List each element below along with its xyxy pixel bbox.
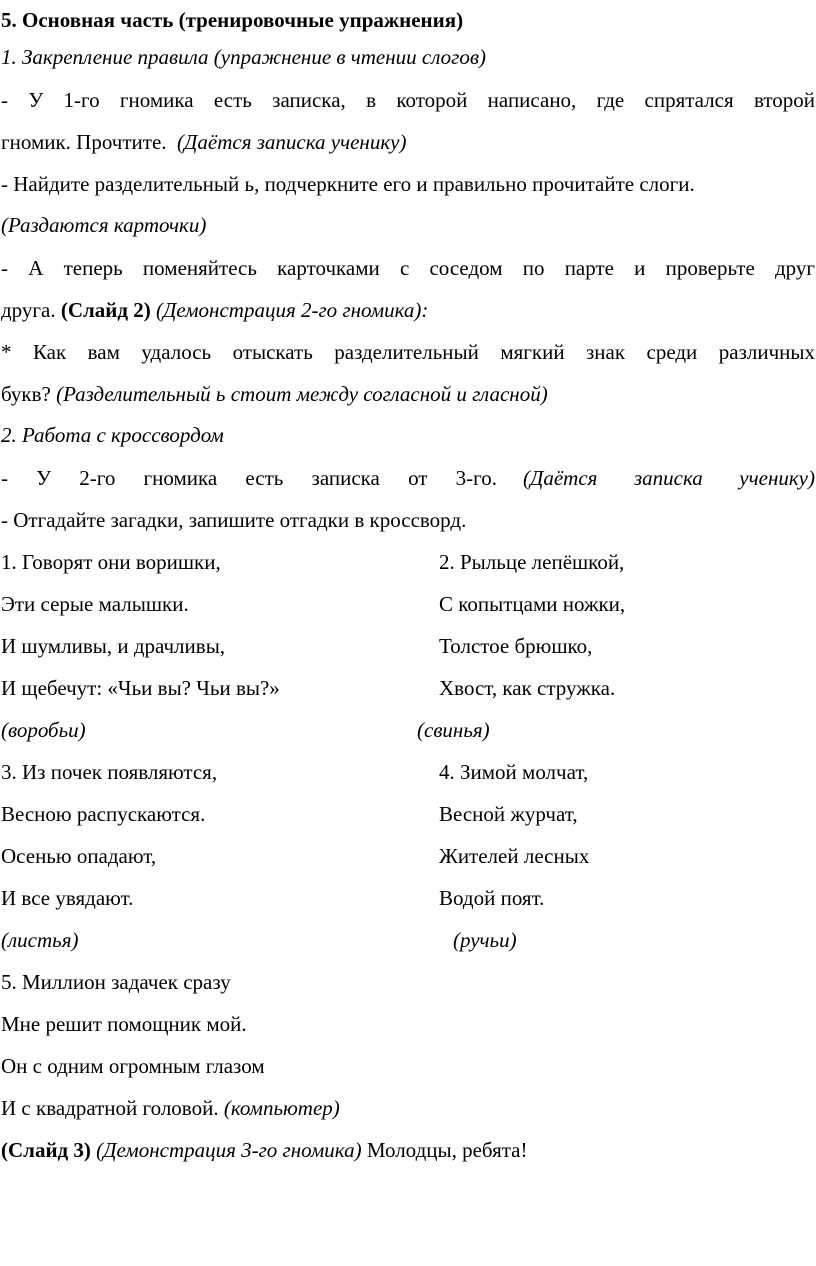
riddle2-line1: 2. Рыльце лепёшкой, <box>439 550 625 574</box>
stage-note: (Даётся записка ученику) <box>523 466 815 490</box>
stage-note-cards: (Раздаются карточки) <box>1 213 207 237</box>
riddle3-answer: (листья) <box>1 928 79 952</box>
paragraph-find-sign: - Найдите разделительный ь, подчеркните его и правильно прочитайте слоги. <box>1 172 695 196</box>
paragraph-swap-line1: - А теперь поменяйтесь карточками с соседом по парте и проверьте друг <box>1 256 815 280</box>
riddle4-line3: Жителей лесных <box>439 844 590 868</box>
riddle5-line3: Он с одним огромным глазом <box>1 1054 265 1078</box>
stage-note: (Даётся записка ученику) <box>177 130 407 154</box>
paragraph-text: букв? <box>1 382 51 406</box>
slide-label: (Слайд 3) <box>1 1138 91 1162</box>
paragraph-gnome1-line1: - У 1-го гномика есть записка, в которой написано, где спрятался второй <box>1 88 815 112</box>
paragraph-text: гномик. Прочтите. <box>1 130 167 154</box>
riddle1-line1: 1. Говорят они воришки, <box>1 550 221 574</box>
riddle1-line3: И шумливы, и драчливы, <box>1 634 226 658</box>
riddle3-line4: И все увядают. <box>1 886 134 910</box>
riddle1-line2: Эти серые малышки. <box>1 592 189 616</box>
paragraph-swap-line2 <box>1 290 428 332</box>
closing-text: Молодцы, ребята! <box>366 1138 528 1162</box>
section-title: 5. Основная часть (тренировочные упражнения) <box>1 8 464 32</box>
riddle3-line2: Весною распускаются. <box>1 802 206 826</box>
riddle4-answer: (ручьи) <box>453 928 517 952</box>
riddle5-line4 <box>1 1088 340 1130</box>
paragraph-gnome1-line2 <box>1 122 406 164</box>
stage-note: (Демонстрация 2-го гномика): <box>156 298 429 322</box>
subtitle-crossword: 2. Работа с кроссвордом <box>1 423 224 447</box>
question-line2 <box>1 374 548 416</box>
subtitle-rule-practice: 1. Закрепление правила (упражнение в чтении слогов) <box>1 45 486 69</box>
riddle2-line4: Хвост, как стружка. <box>439 676 616 700</box>
riddle2-answer: (свинья) <box>417 718 490 742</box>
stage-note: (Демонстрация 3-го гномика) <box>96 1138 362 1162</box>
question-line1: * Как вам удалось отыскать разделительный мягкий знак среди различных <box>1 340 815 364</box>
riddle3-line1: 3. Из почек появляются, <box>1 760 218 784</box>
riddle5-text: И с квадратной головой. <box>1 1096 219 1120</box>
riddle4-line2: Весной журчат, <box>439 802 578 826</box>
riddle3-line3: Осенью опадают, <box>1 844 157 868</box>
riddle2-line3: Толстое брюшко, <box>439 634 593 658</box>
answer-note: (Разделительный ь стоит между согласной и гласной) <box>56 382 548 406</box>
riddle5-line1: 5. Миллион задачек сразу <box>1 970 231 994</box>
final-line <box>1 1130 528 1172</box>
slide-label: (Слайд 2) <box>60 298 151 322</box>
paragraph-instructions: - Отгадайте загадки, запишите отгадки в кроссворд. <box>1 508 467 532</box>
paragraph-text: - У 2-го гномика есть записка от 3-го. <box>1 466 497 490</box>
paragraph-gnome2 <box>1 458 815 500</box>
riddle4-line1: 4. Зимой молчат, <box>439 760 589 784</box>
riddle5-line2: Мне решит помощник мой. <box>1 1012 247 1036</box>
riddle2-line2: С копытцами ножки, <box>439 592 626 616</box>
riddle1-answer: (воробьи) <box>1 718 86 742</box>
riddle4-line4: Водой поят. <box>439 886 545 910</box>
riddle5-answer: (компьютер) <box>223 1096 340 1120</box>
riddle1-line4: И щебечут: «Чьи вы? Чьи вы?» <box>1 676 280 700</box>
paragraph-text: друга. <box>1 298 56 322</box>
